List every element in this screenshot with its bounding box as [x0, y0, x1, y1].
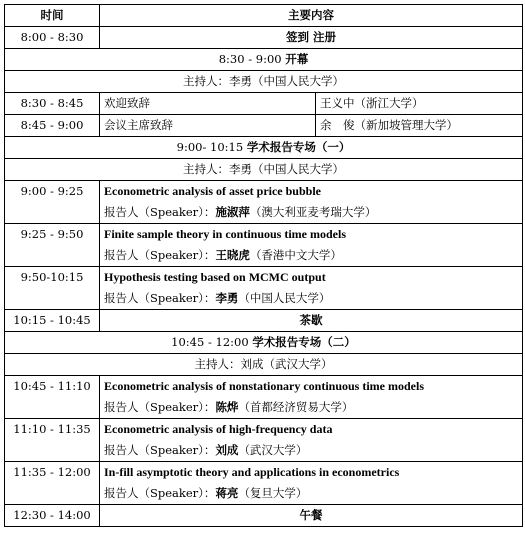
session2-host: 主持人：刘成（武汉大学） — [5, 354, 523, 376]
section-row — [5, 71, 523, 93]
header-row — [5, 5, 523, 27]
welcome-person: 王义中（浙江大学） — [316, 93, 523, 115]
section-row — [5, 159, 523, 181]
speaker-prefix: 报告人（Speaker）： — [104, 486, 216, 500]
row-time: 9:00 - 9:25 — [5, 181, 100, 224]
header-content: 主要内容 — [100, 5, 523, 27]
break-label: 茶歇 — [100, 310, 523, 332]
session2-title-cell — [5, 332, 523, 354]
speaker-affiliation: （澳大利亚麦考瑞大学） — [249, 205, 377, 219]
section-row — [5, 49, 523, 71]
table-row — [5, 505, 523, 527]
session2-time: 10:45 - 12:00 — [171, 335, 249, 349]
speaker-name: 李勇 — [215, 291, 239, 305]
talk-cell — [100, 224, 523, 267]
talk-row — [5, 267, 523, 310]
talk-title: Econometric analysis of high-frequency data — [104, 422, 333, 436]
lunch-label: 午餐 — [100, 505, 523, 527]
talk-title: Finite sample theory in continuous time models — [104, 227, 346, 241]
talk-title: Econometric analysis of nonstationary continuous time models — [104, 379, 425, 393]
session1-title-cell — [5, 137, 523, 159]
speaker-affiliation: （中国人民大学） — [238, 291, 331, 305]
table-row — [5, 93, 523, 115]
table-row — [5, 27, 523, 49]
speaker-line — [104, 288, 518, 309]
talk-row — [5, 224, 523, 267]
speaker-affiliation: （香港中文大学） — [249, 248, 342, 262]
chair-person: 余 俊（新加坡管理大学） — [316, 115, 523, 137]
session1-host: 主持人：李勇（中国人民大学） — [5, 159, 523, 181]
speaker-name: 刘成 — [215, 443, 239, 457]
schedule-table — [4, 4, 523, 527]
speaker-line — [104, 440, 518, 461]
speaker-affiliation: （武汉大学） — [238, 443, 308, 457]
speaker-line — [104, 397, 518, 418]
talk-cell — [100, 376, 523, 419]
opening-title-cell — [5, 49, 523, 71]
talk-row — [5, 181, 523, 224]
talk-row — [5, 419, 523, 462]
session2-title: 学术报告专场（二） — [252, 335, 356, 349]
row-time: 8:30 - 8:45 — [5, 93, 100, 115]
row-time: 9:25 - 9:50 — [5, 224, 100, 267]
speaker-prefix: 报告人（Speaker）： — [104, 205, 216, 219]
speaker-affiliation: （复旦大学） — [238, 486, 308, 500]
section-row — [5, 332, 523, 354]
speaker-name: 王晓虎 — [215, 248, 250, 262]
talk-title: Hypothesis testing based on MCMC output — [104, 270, 326, 284]
row-time: 11:10 - 11:35 — [5, 419, 100, 462]
section-row — [5, 354, 523, 376]
speaker-line — [104, 245, 518, 266]
table-row — [5, 115, 523, 137]
speaker-prefix: 报告人（Speaker）： — [104, 248, 216, 262]
row-time: 10:15 - 10:45 — [5, 310, 100, 332]
talk-row — [5, 376, 523, 419]
speaker-name: 陈烨 — [215, 400, 239, 414]
header-time: 时间 — [5, 5, 100, 27]
row-time: 9:50-10:15 — [5, 267, 100, 310]
speaker-prefix: 报告人（Speaker）： — [104, 443, 216, 457]
session1-time: 9:00- 10:15 — [176, 140, 244, 154]
welcome-label: 欢迎致辞 — [100, 93, 316, 115]
chair-label: 会议主席致辞 — [100, 115, 316, 137]
row-time: 11:35 - 12:00 — [5, 462, 100, 505]
speaker-line — [104, 202, 518, 223]
opening-time: 8:30 - 9:00 — [218, 52, 282, 66]
row-time: 8:45 - 9:00 — [5, 115, 100, 137]
speaker-prefix: 报告人（Speaker）： — [104, 400, 216, 414]
talk-title: In-fill asymptotic theory and applications in econometrics — [104, 465, 400, 479]
section-row — [5, 137, 523, 159]
speaker-name: 蒋亮 — [215, 486, 239, 500]
row-time: 10:45 - 11:10 — [5, 376, 100, 419]
registration-label: 签到 注册 — [100, 27, 523, 49]
speaker-affiliation: （首都经济贸易大学） — [238, 400, 354, 414]
talk-title: Econometric analysis of asset price bubble — [104, 184, 321, 198]
talk-cell — [100, 462, 523, 505]
speaker-line — [104, 483, 518, 504]
table-row — [5, 310, 523, 332]
talk-row — [5, 462, 523, 505]
talk-cell — [100, 267, 523, 310]
speaker-name: 施淑萍 — [215, 205, 250, 219]
row-time: 8:00 - 8:30 — [5, 27, 100, 49]
opening-host: 主持人：李勇（中国人民大学） — [5, 71, 523, 93]
talk-cell — [100, 419, 523, 462]
talk-cell — [100, 181, 523, 224]
row-time: 12:30 - 14:00 — [5, 505, 100, 527]
session1-title: 学术报告专场（一） — [246, 140, 351, 154]
opening-title: 开幕 — [285, 52, 309, 66]
speaker-prefix: 报告人（Speaker）： — [104, 291, 216, 305]
